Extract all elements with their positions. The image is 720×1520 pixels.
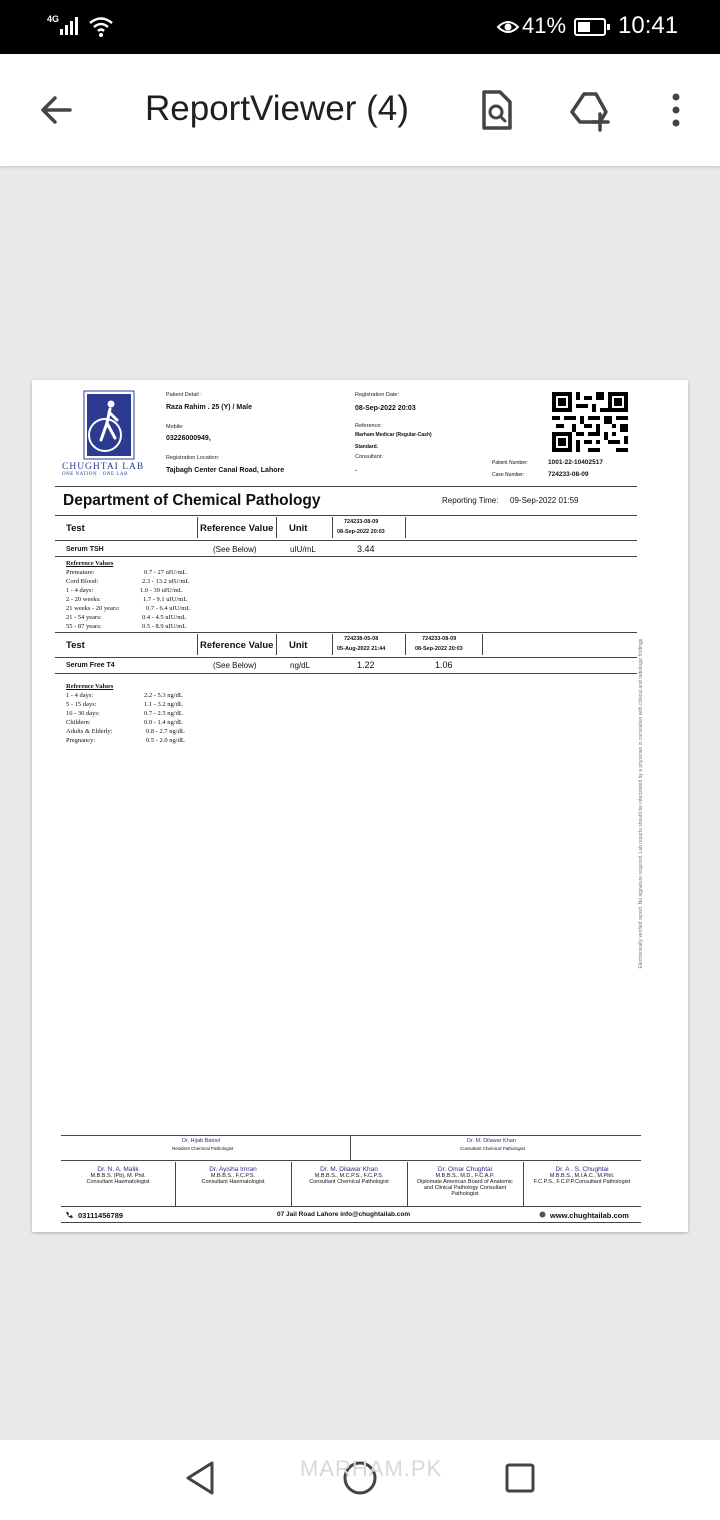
signer-card xyxy=(523,1166,641,1185)
signer-title: Resident Chemical Pathologist xyxy=(172,1146,234,1151)
ref-label: 21 - 54 years: xyxy=(66,614,102,621)
ref-value: 1.0 - 39 uIU/mL xyxy=(140,587,183,594)
battery-percent: 41% xyxy=(522,13,567,38)
col-unit-header: Unit xyxy=(289,640,308,651)
ref-value: 2.3 - 13.2 uIU/mL xyxy=(142,578,190,585)
lab-name: CHUGHTAI LAB xyxy=(62,462,145,472)
ref-value: 0.5 - 2.0 ng/dL xyxy=(146,737,185,744)
signer-qualification: M.B.B.S., M.I.A.C., M.Phil. xyxy=(549,1173,615,1179)
reference-value-2: Standard. xyxy=(355,444,379,450)
reporting-time-label: Reporting Time: xyxy=(442,496,499,505)
signer-role: Pathologist xyxy=(451,1191,479,1197)
report-page[interactable] xyxy=(32,380,688,1232)
reporting-time: 09-Sep-2022 01:59 xyxy=(510,496,579,505)
department-title: Department of Chemical Pathology xyxy=(63,492,321,509)
footer-website[interactable]: www.chughtailab.com xyxy=(550,1211,629,1220)
ref-value: 0.7 - 6.4 uIU/mL xyxy=(146,605,191,612)
unit: uIU/mL xyxy=(290,545,316,554)
patient-detail-label: Patient Detail : xyxy=(166,392,202,398)
divider xyxy=(55,486,637,487)
mobile-number: 03226000949, xyxy=(166,435,211,442)
ref-value: 0.7 - 27 uIU/mL xyxy=(144,569,187,576)
signer-role: Consultant Chemical Pathologist xyxy=(309,1179,389,1185)
signer-role: Consultant Haematologist xyxy=(201,1179,265,1185)
ref-label: 5 - 15 days: xyxy=(66,701,97,708)
reference-values-title: Reference Values xyxy=(66,560,114,567)
reference-label: Reference: xyxy=(355,423,382,429)
signer-qualification: M.B.B.S., F.C.P.S. xyxy=(210,1173,256,1179)
case-number: 724233-08-09 xyxy=(548,471,589,478)
ref-value: 1.1 - 3.2 ng/dL xyxy=(144,701,183,708)
ref-label: Pregnancy: xyxy=(66,737,96,744)
ref-label: 1 - 4 days: xyxy=(66,587,94,594)
col-result-date: 08-Sep-2022 20:03 xyxy=(337,529,385,535)
mobile-label: Mobile: xyxy=(166,424,184,430)
signer-name: Dr. Hijab Batool xyxy=(182,1138,221,1144)
ref-label: 1 - 4 days: xyxy=(66,692,94,699)
signer-card xyxy=(175,1166,291,1185)
test-name: Serum Free T4 xyxy=(66,662,115,669)
ref-label: 16 - 30 days: xyxy=(66,710,100,717)
signer-role: F.C.P.S., F.C.P.P.Consultant Pathologist xyxy=(533,1179,631,1185)
col-result-id: 724238-05-08 xyxy=(344,636,379,642)
network-type: 4G xyxy=(47,14,60,24)
battery-icon xyxy=(574,18,606,36)
ref-value: 2.2 - 5.3 ng/dL xyxy=(144,692,183,699)
reg-location: Tajbagh Center Canal Road, Lahore xyxy=(166,467,285,474)
ref-value: 0.8 - 2.7 ng/dL xyxy=(146,728,185,735)
signer-name: Dr. M. Dilawar Khan xyxy=(320,1166,378,1173)
qr-code xyxy=(552,392,628,452)
ref-label: Adults & Elderly: xyxy=(66,728,113,735)
signer-name: Dr. A . S. Chughtai xyxy=(555,1166,609,1173)
case-number-label: Case Number: xyxy=(492,472,525,478)
ref-value: 0.4 - 4.5 uIU/mL xyxy=(142,614,187,621)
signer-role: Diplomate American Board of Anatomic xyxy=(417,1179,513,1185)
col-reference-header: Reference Value xyxy=(200,640,274,651)
ref-value: 0.5 - 8.9 uIU/mL xyxy=(142,623,187,630)
reg-date: 08-Sep-2022 20:03 xyxy=(355,405,416,412)
ref-label: 55 - 87 years: xyxy=(66,623,102,630)
signer-card xyxy=(407,1166,523,1197)
signer-role: Consultant Haematologist xyxy=(86,1179,150,1185)
phone-icon xyxy=(65,1211,73,1219)
signer-qualification: M.B.B.S., M.D., F.C.A.P. xyxy=(435,1173,495,1179)
nav-back-icon[interactable] xyxy=(184,1460,216,1496)
ref-label: 2 - 20 weeks: xyxy=(66,596,101,603)
verification-note: Electronically verified report. No signature required. Lab reports should be interpreted by a physician in correlation with clinical and radiologic findings. xyxy=(638,637,644,969)
ref-label: Premature: xyxy=(66,569,95,576)
reg-date-label: Registration Date: xyxy=(355,392,400,398)
ref-label: Cord Blood: xyxy=(66,578,99,585)
signer-name: Dr. N. A. Malik xyxy=(97,1166,139,1173)
reference-values-title: Reference Values xyxy=(66,683,114,690)
lab-tagline: ONE NATION · ONE LAB xyxy=(62,472,128,477)
test-name: Serum TSH xyxy=(66,546,104,553)
result-value: 3.44 xyxy=(357,544,375,554)
more-options-icon[interactable] xyxy=(654,88,698,132)
signer-qualification: M.B.B.S., M.C.P.S., F.C.P.S. xyxy=(314,1173,384,1179)
page-title: ReportViewer (4) xyxy=(145,89,409,128)
back-arrow-icon[interactable] xyxy=(36,90,76,130)
col-result-id: 724233-08-09 xyxy=(422,636,457,642)
signer-title: Consultant Chemical Pathologist xyxy=(460,1146,526,1151)
signer-name: Dr. Ayisha Imran xyxy=(209,1166,257,1173)
col-result-date: 08-Sep-2022 20:03 xyxy=(415,646,463,652)
col-result-id: 724233-08-09 xyxy=(344,519,379,525)
patient-number: 1001-22-10402517 xyxy=(548,459,603,466)
wifi-icon xyxy=(88,14,114,38)
signer-card xyxy=(61,1166,175,1185)
col-test-header: Test xyxy=(66,640,85,651)
ref-value: 0.7 - 2.5 ng/dL xyxy=(144,710,183,717)
chughtai-lab-logo xyxy=(83,390,135,460)
nav-recents-icon[interactable] xyxy=(504,1462,536,1494)
globe-icon xyxy=(539,1211,546,1218)
search-document-icon[interactable] xyxy=(474,88,518,132)
signer-name: Dr. Omar Chughtai xyxy=(437,1166,493,1173)
eye-comfort-icon xyxy=(496,16,520,38)
signer-role: and Clinical Pathology Consultant xyxy=(423,1185,507,1191)
consultant-value: . xyxy=(355,466,357,473)
signer-qualification: M.B.B.S. (Pb), M. Phil. xyxy=(90,1173,146,1179)
status-bar xyxy=(0,0,720,54)
result-value: 1.22 xyxy=(357,660,375,670)
reference-value: (See Below) xyxy=(213,661,257,670)
consultant-label: Consultant: xyxy=(355,454,383,460)
reg-location-label: Registration Location: xyxy=(166,455,220,461)
footer-address: 07 Jail Road Lahore info@chughtailab.com xyxy=(277,1211,411,1218)
col-unit-header: Unit xyxy=(289,523,308,534)
watermark: MARHAM.PK xyxy=(300,1456,443,1481)
unit: ng/dL xyxy=(290,661,311,670)
reference-value: Marham Medicar (Regular-Cash) xyxy=(355,432,432,438)
col-test-header: Test xyxy=(66,523,85,534)
signal-icon xyxy=(58,14,82,36)
col-result-date: 05-Aug-2022 21:44 xyxy=(337,646,386,652)
ref-label: Childern: xyxy=(66,719,91,726)
signer-name: Dr. M. Dilawar Khan xyxy=(467,1138,516,1144)
add-to-drive-icon[interactable] xyxy=(568,88,612,132)
col-reference-header: Reference Value xyxy=(200,523,274,534)
patient-number-label: Patient Number: xyxy=(492,460,529,466)
footer-phone[interactable]: 03111456789 xyxy=(78,1211,124,1220)
result-value: 1.06 xyxy=(435,660,453,670)
ref-value: 1.7 - 9.1 uIU/mL xyxy=(143,596,188,603)
app-bar xyxy=(0,54,720,166)
reference-value: (See Below) xyxy=(213,545,257,554)
clock: 10:41 xyxy=(618,12,679,39)
ref-value: 0.9 - 1.4 ng/dL xyxy=(144,719,183,726)
patient-name: Raza Rahim . 25 (Y) / Male xyxy=(166,404,252,411)
signer-card xyxy=(291,1166,407,1185)
ref-label: 21 weeks - 20 years: xyxy=(66,605,120,612)
